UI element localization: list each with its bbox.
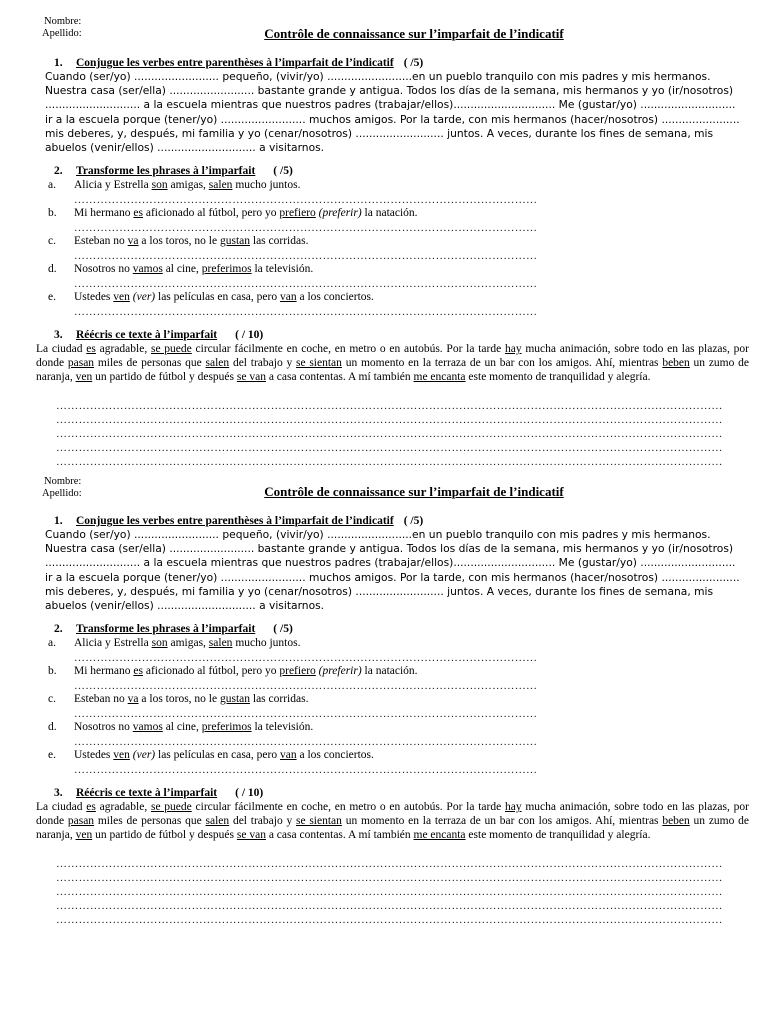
section-score: ( /5) [403,515,424,527]
section-number: 3. [54,329,63,341]
text-line: Nuestra casa (ser/ella) ......................... bastante grande y antigua. Todos los días de la semana, mis hermanos y yo (ir/nosotros) [45,84,734,98]
exercise-item-e: e. Ustedes ven (ver) las películas en casa, pero van a los conciertos. [48,291,374,303]
section-title: Transforme les phrases à l’imparfait [76,165,256,177]
page-title: Contrôle de connaissance sur l’imparfait de l’indicatif [264,484,564,499]
apellido-label: Apellido: [42,488,82,499]
exercise-item-c: c. Esteban no va a los toros, no le gustan las corridas. [48,235,309,247]
exercise-item-b: b. Mi hermano es aficionado al fútbol, pero yo prefiero (preferir) la natación. [48,665,418,677]
exercise-item-a: a. Alicia y Estrella son amigas, salen mucho juntos. [48,179,301,191]
text-line: Cuando (ser/yo) ......................... pequeño, (vivir/yo) .........................en un pueblo tranquilo con mis padres y mis hermanos. [45,528,711,541]
nombre-label: Nombre: [44,16,82,27]
exercise-item-c: c. Esteban no va a los toros, no le gustan las corridas. [48,693,309,705]
section-score: ( /5) [273,623,293,635]
exercise-item-d: d. Nosotros no vamos al cine, preferimos la televisión. [48,721,314,733]
text-line: ir a la escuela porque (tener/yo) ......................... muchos amigos. Por la tarde, con mis hermanos (hacer/nosotros) ....................... [45,112,740,126]
text-line: ir a la escuela porque (tener/yo) ......................... muchos amigos. Por la tarde, con mis hermanos (hacer/nosotros) ....................... [45,570,740,584]
answer-line[interactable]: …………………………………………………………………………………………………………………………………………………………… [56,456,723,468]
section-2-heading [54,622,293,636]
section-score: ( / 10) [235,787,264,799]
text-line: Cuando (ser/yo) ......................... pequeño, (vivir/yo) .........................en un pueblo tranquilo con mis padres y mis hermanos. [45,70,711,83]
section-score: ( /5) [273,165,293,177]
section-title: Transforme les phrases à l’imparfait [76,623,256,635]
section-score: ( / 10) [235,329,264,341]
exercise-item-b: b. Mi hermano es aficionado al fútbol, pero yo prefiero (preferir) la natación. [48,207,418,219]
answer-line[interactable]: …………………………………………………………………………………………………………… [74,764,538,776]
exercise-item-d: d. Nosotros no vamos al cine, preferimos la televisión. [48,263,314,275]
text-line: mis deberes, y, después, mi familia y yo (cenar/nosotros) .......................... juntos. A veces, durante los fines de semana, mis [45,126,714,140]
answer-line[interactable]: …………………………………………………………………………………………………………………………………………………………… [56,900,723,912]
section-2-heading [54,164,293,178]
section-1-heading [54,514,423,528]
section-number: 2. [54,623,63,635]
section-number: 1. [54,515,63,527]
section-title: Réécris ce texte à l’imparfait [76,329,218,341]
answer-line[interactable]: …………………………………………………………………………………………………………………………………………………………… [56,442,723,454]
answer-line[interactable]: …………………………………………………………………………………………………………… [74,652,538,664]
answer-line[interactable]: …………………………………………………………………………………………………………… [74,250,538,262]
answer-line[interactable]: …………………………………………………………………………………………………………………………………………………………… [56,428,723,440]
page-title: Contrôle de connaissance sur l’imparfait de l’indicatif [264,26,564,41]
section-1-heading [54,56,423,70]
text-line: Nuestra casa (ser/ella) ......................... bastante grande y antigua. Todos los días de la semana, mis hermanos y yo (ir/nosotros) [45,542,734,556]
text-line: abuelos (venir/ellos) ............................. a visitarnos. [45,599,325,613]
section-1-text [45,528,749,613]
section-score: ( /5) [403,57,424,69]
section-3-text: La ciudad es agradable, se puede circular fácilmente en coche, en metro o en autobús. Por la tarde hay mucha animación, sobre todo en las plazas, por donde pasan miles de personas que salen del trabajo y se sientan un momento en la terraza de un bar con los amigos. Ahí, mientras beben un zumo de naranja, ven un partido de fútbol y después se van a casa contentas. A mí también me encanta este momento de tranquilidad y alegría. [36,343,749,384]
answer-line[interactable]: …………………………………………………………………………………………………………… [74,736,538,748]
answer-line[interactable]: …………………………………………………………………………………………………………… [74,278,538,290]
text-line: mis deberes, y, después, mi familia y yo (cenar/nosotros) .......................... juntos. A veces, durante los fines de semana, mis [45,584,714,598]
answer-line[interactable]: …………………………………………………………………………………………………………… [74,222,538,234]
text-line: ............................ a la escuela mientras que nuestros padres (trabajar/ellos).............................. Me (gustar/yo) ............................ [45,98,736,112]
answer-line[interactable]: …………………………………………………………………………………………………………………………………………………………… [56,400,723,412]
section-number: 3. [54,787,63,799]
answer-line[interactable]: …………………………………………………………………………………………………………… [74,680,538,692]
exercise-item-a: a. Alicia y Estrella son amigas, salen mucho juntos. [48,637,301,649]
nombre-label: Nombre: [44,476,82,487]
answer-line[interactable]: …………………………………………………………………………………………………………………………………………………………… [56,414,723,426]
section-3-heading [54,786,263,800]
answer-line[interactable]: …………………………………………………………………………………………………………………………………………………………… [56,914,723,926]
answer-line[interactable]: …………………………………………………………………………………………………………………………………………………………… [56,858,723,870]
answer-line[interactable]: …………………………………………………………………………………………………………………………………………………………… [56,886,723,898]
answer-line[interactable]: …………………………………………………………………………………………………………… [74,306,538,318]
apellido-label: Apellido: [42,28,82,39]
section-title: Réécris ce texte à l’imparfait [76,787,218,799]
answer-line[interactable]: …………………………………………………………………………………………………………… [74,194,538,206]
section-1-text [45,70,749,155]
section-3-heading [54,328,263,342]
section-number: 1. [54,57,63,69]
section-3-text: La ciudad es agradable, se puede circular fácilmente en coche, en metro o en autobús. Por la tarde hay mucha animación, sobre todo en las plazas, por donde pasan miles de personas que salen del trabajo y se sientan un momento en la terraza de un bar con los amigos. Ahí, mientras beben un zumo de naranja, ven un partido de fútbol y después se van a casa contentas. A mí también me encanta este momento de tranquilidad y alegría. [36,801,749,842]
answer-line[interactable]: …………………………………………………………………………………………………………… [74,708,538,720]
section-number: 2. [54,165,63,177]
section-title: Conjugue les verbes entre parenthèses à l’imparfait de l’indicatif [76,57,394,69]
text-line: abuelos (venir/ellos) ............................. a visitarnos. [45,141,325,155]
exercise-item-e: e. Ustedes ven (ver) las películas en casa, pero van a los conciertos. [48,749,374,761]
answer-line[interactable]: …………………………………………………………………………………………………………………………………………………………… [56,872,723,884]
section-title: Conjugue les verbes entre parenthèses à l’imparfait de l’indicatif [76,515,394,527]
text-line: ............................ a la escuela mientras que nuestros padres (trabajar/ellos).............................. Me (gustar/yo) ............................ [45,556,736,570]
